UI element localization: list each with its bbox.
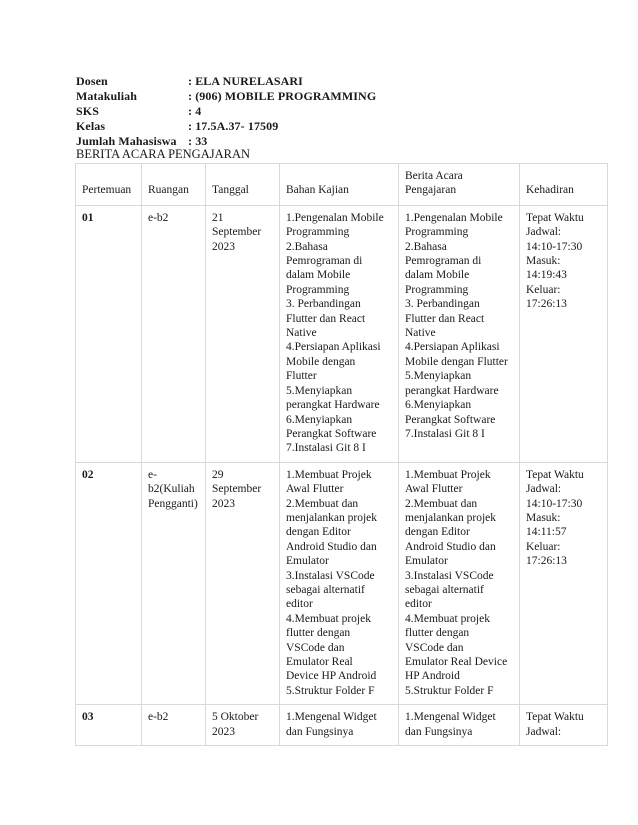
cell-line: Mobile dengan Flutter [405, 355, 508, 368]
column-header-ruangan: Ruangan [142, 164, 206, 206]
cell-line: Native [286, 327, 317, 340]
table-row [76, 705, 608, 746]
cell-line: 1.Pengenalan Mobile [405, 211, 503, 224]
cell-line: Masuk: [526, 511, 561, 524]
cell-line: 14:19:43 [526, 269, 567, 282]
info-value: : 4 [188, 104, 202, 118]
cell-line: 5.Struktur Folder F [405, 684, 494, 697]
cell-ruangan [142, 462, 206, 705]
cell-line: 4.Persiapan Aplikasi [405, 341, 500, 354]
cell-line: 2023 [212, 725, 235, 738]
cell-line: 4.Membuat projek [286, 612, 371, 625]
cell-line: Jadwal: [526, 725, 562, 738]
cell-line: September [212, 483, 262, 496]
cell-line: dan Fungsinya [405, 725, 473, 738]
cell-pertemuan: 02 [76, 462, 142, 705]
cell-line: menjalankan projek [405, 511, 497, 524]
cell-pertemuan: 01 [76, 205, 142, 462]
cell-line: 2.Membuat dan [405, 497, 478, 510]
cell-line: 1.Mengenal Widget [286, 711, 377, 724]
cell-line: editor [286, 598, 313, 611]
cell-bahan-kajian [280, 205, 399, 462]
cell-line: Emulator Real [286, 656, 353, 668]
table-row [76, 462, 608, 705]
cell-line: perangkat Hardware [286, 399, 380, 412]
cell-kehadiran [520, 705, 608, 746]
cell-berita-acara [399, 462, 520, 705]
info-label: Kelas [76, 119, 106, 133]
cell-line: Flutter [286, 370, 317, 383]
cell-line: Jadwal: [526, 483, 562, 496]
table-row [76, 205, 608, 462]
cell-line: Android Studio dan [286, 540, 377, 553]
cell-line: perangkat Hardware [405, 384, 499, 397]
cell-line: Mobile dengan [286, 355, 356, 368]
cell-line: HP Android [405, 670, 460, 683]
cell-line: e-b2 [148, 211, 169, 224]
cell-line: Native [405, 327, 436, 340]
column-header-pertemuan: Pertemuan [76, 164, 142, 206]
column-header-berita-acara: Berita Acara Pengajaran [399, 164, 520, 206]
cell-line: sebagai alternatif [286, 583, 365, 596]
cell-line: 2.Bahasa [286, 240, 328, 253]
cell-line: 2023 [212, 497, 235, 510]
cell-line: Pemrograman di [405, 255, 482, 268]
cell-line: e- [148, 468, 157, 481]
cell-line: Device HP Android [286, 670, 377, 683]
cell-line: 3. Perbandingan [286, 298, 361, 311]
cell-tanggal [206, 205, 280, 462]
cell-line: Awal Flutter [405, 483, 463, 496]
column-header-kehadiran: Kehadiran [520, 164, 608, 206]
cell-line: 2.Bahasa [405, 240, 447, 253]
cell-line: Programming [286, 226, 350, 239]
cell-berita-acara [399, 205, 520, 462]
cell-line: 4.Membuat projek [405, 612, 490, 625]
info-label: Dosen [76, 74, 108, 88]
cell-line: 6.Menyiapkan [405, 399, 472, 412]
cell-line: b2(Kuliah [148, 483, 195, 496]
column-header-tanggal: Tanggal [206, 164, 280, 206]
cell-bahan-kajian [280, 462, 399, 705]
info-row-kelas [76, 119, 376, 134]
cell-tanggal [206, 705, 280, 746]
cell-line: 1.Membuat Projek [286, 468, 372, 481]
cell-berita-acara [399, 705, 520, 746]
cell-ruangan [142, 705, 206, 746]
teaching-log-table [75, 163, 608, 746]
info-row-sks [76, 104, 376, 119]
cell-line: 17:26:13 [526, 555, 567, 568]
cell-line: 5.Struktur Folder F [286, 684, 375, 697]
cell-line: September [212, 226, 262, 239]
cell-line: dengan Editor [405, 526, 470, 539]
cell-line: 1.Membuat Projek [405, 468, 491, 481]
cell-line: dalam Mobile [405, 269, 470, 282]
cell-line: Perangkat Software [405, 413, 496, 426]
cell-line: menjalankan projek [286, 511, 378, 524]
cell-line: 29 [212, 468, 224, 481]
cell-line: 5 Oktober [212, 711, 259, 724]
info-value: : (906) MOBILE PROGRAMMING [188, 89, 377, 103]
cell-line: e-b2 [148, 711, 169, 724]
cell-line: 5.Menyiapkan [405, 370, 472, 383]
cell-line: 1.Mengenal Widget [405, 711, 496, 724]
cell-line: 21 [212, 211, 224, 224]
cell-line: Flutter dan React [286, 312, 366, 325]
cell-line: 14:10-17:30 [526, 497, 583, 510]
cell-line: Emulator Real Device [405, 656, 508, 668]
cell-line: dengan Editor [286, 526, 351, 539]
cell-line: 2023 [212, 240, 235, 253]
cell-line: 17:26:13 [526, 298, 567, 311]
cell-pertemuan: 03 [76, 705, 142, 746]
cell-line: Awal Flutter [286, 483, 344, 496]
cell-line: 4.Persiapan Aplikasi [286, 341, 381, 354]
info-row-matakuliah [76, 89, 376, 104]
cell-line: Pengganti) [148, 497, 198, 510]
cell-line: 14:10-17:30 [526, 240, 583, 253]
cell-line: sebagai alternatif [405, 583, 484, 596]
cell-line: Jadwal: [526, 226, 562, 239]
cell-line: VSCode dan [286, 641, 345, 654]
cell-line: Programming [405, 283, 469, 296]
cell-line: 14:11:57 [526, 526, 567, 539]
column-header-bahan-kajian: Bahan Kajian [280, 164, 399, 206]
cell-line: editor [405, 598, 432, 611]
cell-line: 2.Membuat dan [286, 497, 359, 510]
cell-line: dalam Mobile [286, 269, 351, 282]
cell-line: VSCode dan [405, 641, 464, 654]
cell-line: Programming [405, 226, 469, 239]
cell-line: Tepat Waktu [526, 711, 584, 724]
cell-line: Keluar: [526, 540, 561, 553]
cell-kehadiran [520, 462, 608, 705]
cell-kehadiran [520, 205, 608, 462]
cell-line: Keluar: [526, 283, 561, 296]
cell-ruangan [142, 205, 206, 462]
cell-line: 3. Perbandingan [405, 298, 480, 311]
document-title: BERITA ACARA PENGAJARAN [76, 147, 251, 161]
cell-line: Tepat Waktu [526, 211, 584, 224]
cell-line: Masuk: [526, 255, 561, 268]
cell-line: 7.Instalasi Git 8 I [405, 427, 485, 440]
cell-line: Programming [286, 283, 350, 296]
info-value: : ELA NURELASARI [188, 74, 303, 88]
cell-line: 3.Instalasi VSCode [286, 569, 375, 582]
cell-line: 5.Menyiapkan [286, 384, 353, 397]
cell-line: flutter dengan [286, 627, 351, 640]
cell-line: Tepat Waktu [526, 468, 584, 481]
table-header-row [76, 164, 608, 206]
info-row-dosen [76, 74, 376, 89]
cell-tanggal [206, 462, 280, 705]
info-label: SKS [76, 104, 99, 118]
cell-line: Perangkat Software [286, 427, 377, 440]
info-label: Matakuliah [76, 89, 138, 103]
cell-line: Pemrograman di [286, 255, 363, 268]
cell-line: 1.Pengenalan Mobile [286, 211, 384, 224]
cell-line: 6.Menyiapkan [286, 413, 353, 426]
cell-line: 3.Instalasi VSCode [405, 569, 494, 582]
cell-line: dan Fungsinya [286, 725, 354, 738]
cell-line: Emulator [405, 555, 448, 568]
cell-bahan-kajian [280, 705, 399, 746]
cell-line: Emulator [286, 555, 329, 568]
info-value: : 33 [188, 134, 208, 148]
cell-line: flutter dengan [405, 627, 470, 640]
info-value: : 17.5A.37- 17509 [188, 119, 279, 133]
cell-line: Flutter dan React [405, 312, 485, 325]
course-info [76, 74, 376, 149]
info-label: Jumlah Mahasiswa [76, 134, 177, 148]
cell-line: 7.Instalasi Git 8 I [286, 442, 366, 455]
cell-line: Android Studio dan [405, 540, 496, 553]
